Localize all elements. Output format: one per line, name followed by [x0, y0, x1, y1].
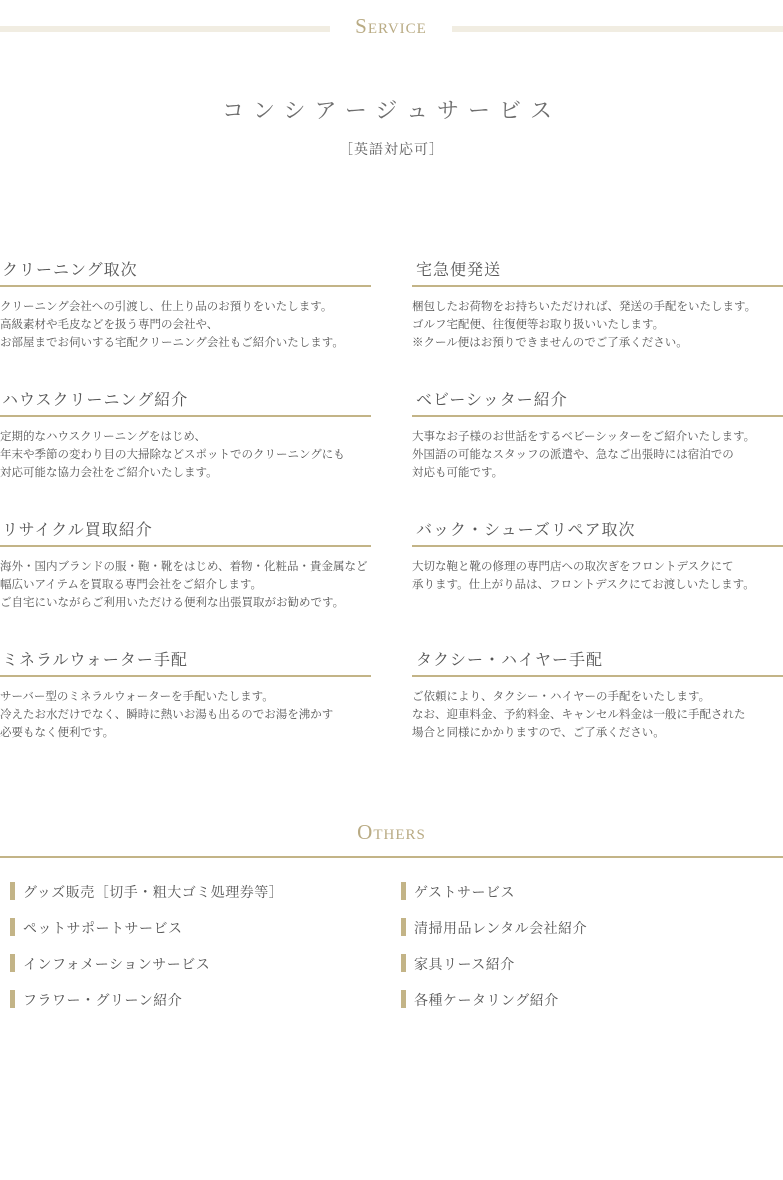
section-delivery: [412, 257, 783, 351]
section-text: 梱包したお荷物をお持ちいただければ、発送の手配をいたします。 ゴルフ宅配便、往復便等お取り扱いいたします。 ※クール便はお預りできませんのでご了承ください。: [412, 299, 757, 349]
section-water: [0, 647, 371, 741]
section-text: 海外・国内ブランドの服・鞄・靴をはじめ、着物・化粧品・貴金属など 幅広いアイテムを買取る専門会社をご紹介します。 ご自宅にいながらご利用いただける便利な出張買取がお勧めです。: [0, 559, 368, 609]
section-repair: [412, 517, 783, 593]
bullet-marker: [401, 990, 406, 1008]
section-text: サーバー型のミネラルウォーターを手配いたします。 冷えたお水だけでなく、瞬時に熱いお湯も出るのでお湯を沸かす 必要もなく便利です。: [0, 689, 334, 739]
section-title: 宅急便発送: [412, 257, 783, 287]
section-babysitter: [412, 387, 783, 481]
section-cleaning: [0, 257, 371, 351]
bullet-marker: [401, 882, 406, 900]
section-title: ベビーシッター紹介: [412, 387, 783, 417]
section-title: ハウスクリーニング紹介: [0, 387, 371, 417]
section-text: ご依頼により、タクシー・ハイヤーの手配をいたします。 なお、迎車料金、予約料金、キャンセル料金は一般に手配された 場合と同様にかかりますので、ご了承ください。: [412, 689, 746, 739]
bullet-marker: [10, 954, 15, 972]
section-title: タクシー・ハイヤー手配: [412, 647, 783, 677]
others-divider: [0, 856, 783, 858]
section-house-cleaning: [0, 387, 371, 481]
service-heading-text: Service: [355, 14, 427, 38]
section-text: 大事なお子様のお世話をするベビーシッターをご紹介いたします。 外国語の可能なスタッフの派遣や、急なご出張時には宿泊での 対応も可能です。: [412, 429, 756, 479]
section-recycle: [0, 517, 371, 611]
page-subtitle: ［英語対応可］: [339, 142, 444, 158]
bullet-marker: [10, 918, 15, 936]
bullet-marker: [10, 990, 15, 1008]
bullet-marker: [10, 882, 15, 900]
section-text: 大切な鞄と靴の修理の専門店への取次ぎをフロントデスクにて 承ります。仕上がり品は、フロントデスクにてお渡しいたします。: [412, 559, 755, 591]
page-title: コンシアージュサービス: [222, 99, 561, 124]
service-heading: [0, 14, 783, 42]
section-title: バック・シューズリペア取次: [412, 517, 783, 547]
heading-band-left: [0, 26, 330, 32]
section-text: クリーニング会社への引渡し、仕上り品のお預りをいたします。 高級素材や毛皮などを扱う専門の会社や、 お部屋までお伺いする宅配クリーニング会社もご紹介いたします。: [0, 299, 344, 349]
section-title: クリーニング取次: [0, 257, 371, 287]
bullet-marker: [401, 918, 406, 936]
bullet-marker: [401, 954, 406, 972]
heading-band-right: [452, 26, 783, 32]
section-taxi: [412, 647, 783, 741]
others-heading: Others: [357, 820, 426, 844]
section-text: 定期的なハウスクリーニングをはじめ、 年末や季節の変わり目の大掃除などスポットでのクリーニングにも 対応可能な協力会社をご紹介いたします。: [0, 429, 345, 479]
section-title: リサイクル買取紹介: [0, 517, 371, 547]
section-title: ミネラルウォーター手配: [0, 647, 371, 677]
